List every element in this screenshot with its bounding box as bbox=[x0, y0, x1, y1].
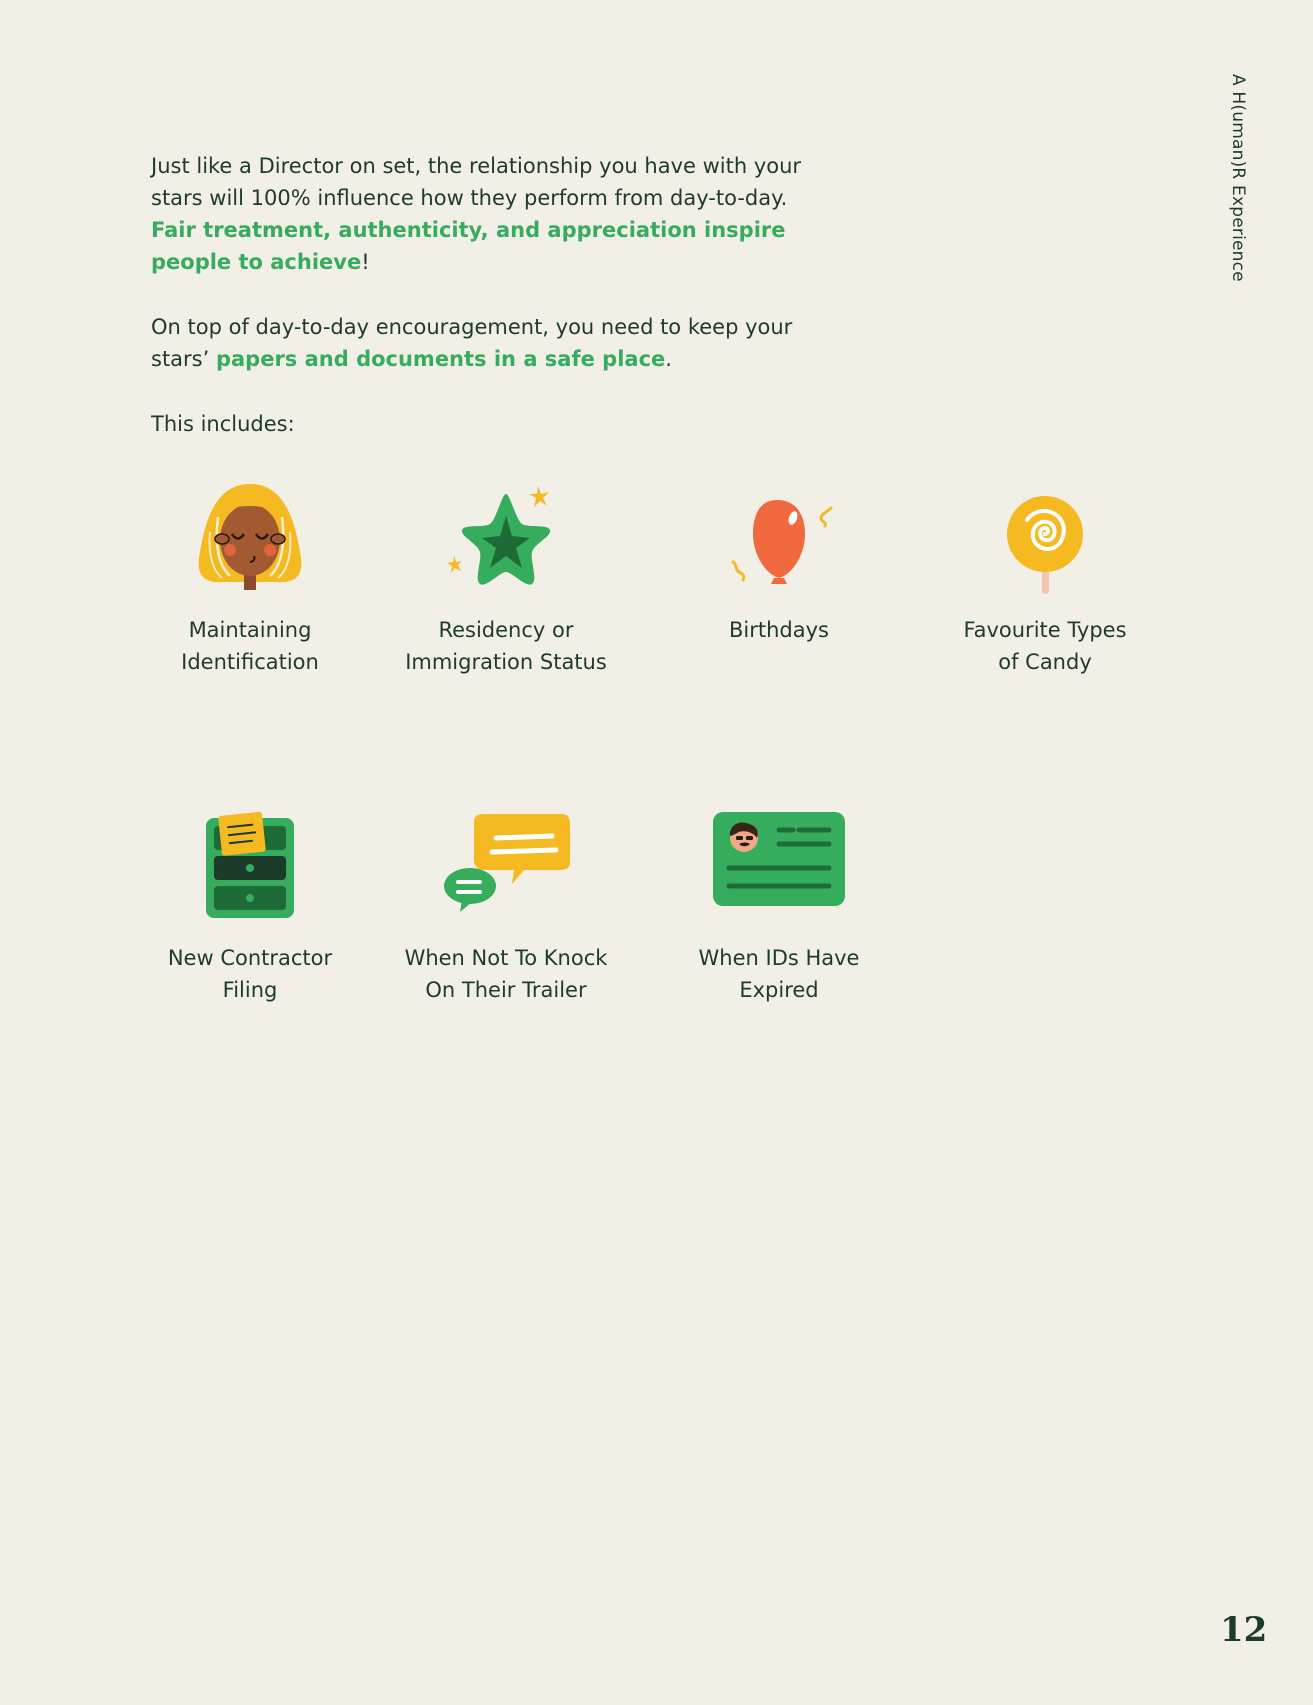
blonde-woman-face-icon bbox=[170, 472, 330, 602]
highlight-text: Fair treatment, authenticity, and appreciation inspire people to achieve bbox=[151, 218, 786, 274]
label-line: On Their Trailer bbox=[425, 978, 587, 1002]
label-line: Maintaining bbox=[188, 618, 312, 642]
label-line: When Not To Knock bbox=[404, 946, 608, 970]
item-when-not-to-knock bbox=[386, 800, 626, 1006]
item-maintaining-identification bbox=[130, 472, 370, 678]
label-line: Immigration Status bbox=[405, 650, 607, 674]
label-line: Residency or bbox=[438, 618, 574, 642]
text: ! bbox=[361, 250, 370, 274]
intro-paragraph-3: This includes: bbox=[151, 412, 295, 436]
item-when-ids-expired bbox=[659, 800, 899, 1006]
balloon-icon bbox=[699, 472, 859, 602]
item-birthdays bbox=[659, 472, 899, 646]
lollipop-icon bbox=[965, 472, 1125, 602]
highlight-text: papers and documents in a safe place bbox=[215, 347, 666, 371]
label-line: Filing bbox=[222, 978, 278, 1002]
label-line: Identification bbox=[181, 650, 319, 674]
text: . bbox=[665, 347, 672, 371]
label-line: When IDs Have bbox=[698, 946, 860, 970]
item-label bbox=[130, 614, 370, 678]
side-title: A H(uman)R Experience bbox=[1228, 74, 1248, 282]
green-star-icon bbox=[426, 472, 586, 602]
speech-bubbles-icon bbox=[426, 800, 586, 930]
text: On top of day-to-day encouragement, you need to keep your stars’ bbox=[151, 315, 793, 371]
page-number: 12 bbox=[1220, 1610, 1268, 1650]
label-line: Birthdays bbox=[729, 618, 829, 642]
item-label bbox=[659, 614, 899, 646]
label-line: Expired bbox=[739, 978, 819, 1002]
intro-paragraph-2 bbox=[151, 311, 831, 375]
label-line: New Contractor bbox=[167, 946, 333, 970]
item-favourite-candy bbox=[925, 472, 1165, 678]
intro-text bbox=[151, 150, 831, 473]
item-new-contractor-filing bbox=[130, 800, 370, 1006]
item-label bbox=[386, 942, 626, 1006]
label-line: Favourite Types bbox=[963, 618, 1127, 642]
label-line: of Candy bbox=[998, 650, 1092, 674]
item-label bbox=[925, 614, 1165, 678]
text: Just like a Director on set, the relationship you have with your stars will 100% influence how they perform from day-to-day. bbox=[151, 154, 802, 210]
intro-paragraph-1 bbox=[151, 150, 831, 278]
item-residency-status bbox=[386, 472, 626, 678]
filing-cabinet-icon bbox=[170, 800, 330, 930]
item-label bbox=[659, 942, 899, 1006]
item-label bbox=[386, 614, 626, 678]
item-label bbox=[130, 942, 370, 1006]
id-card-icon bbox=[699, 800, 859, 930]
